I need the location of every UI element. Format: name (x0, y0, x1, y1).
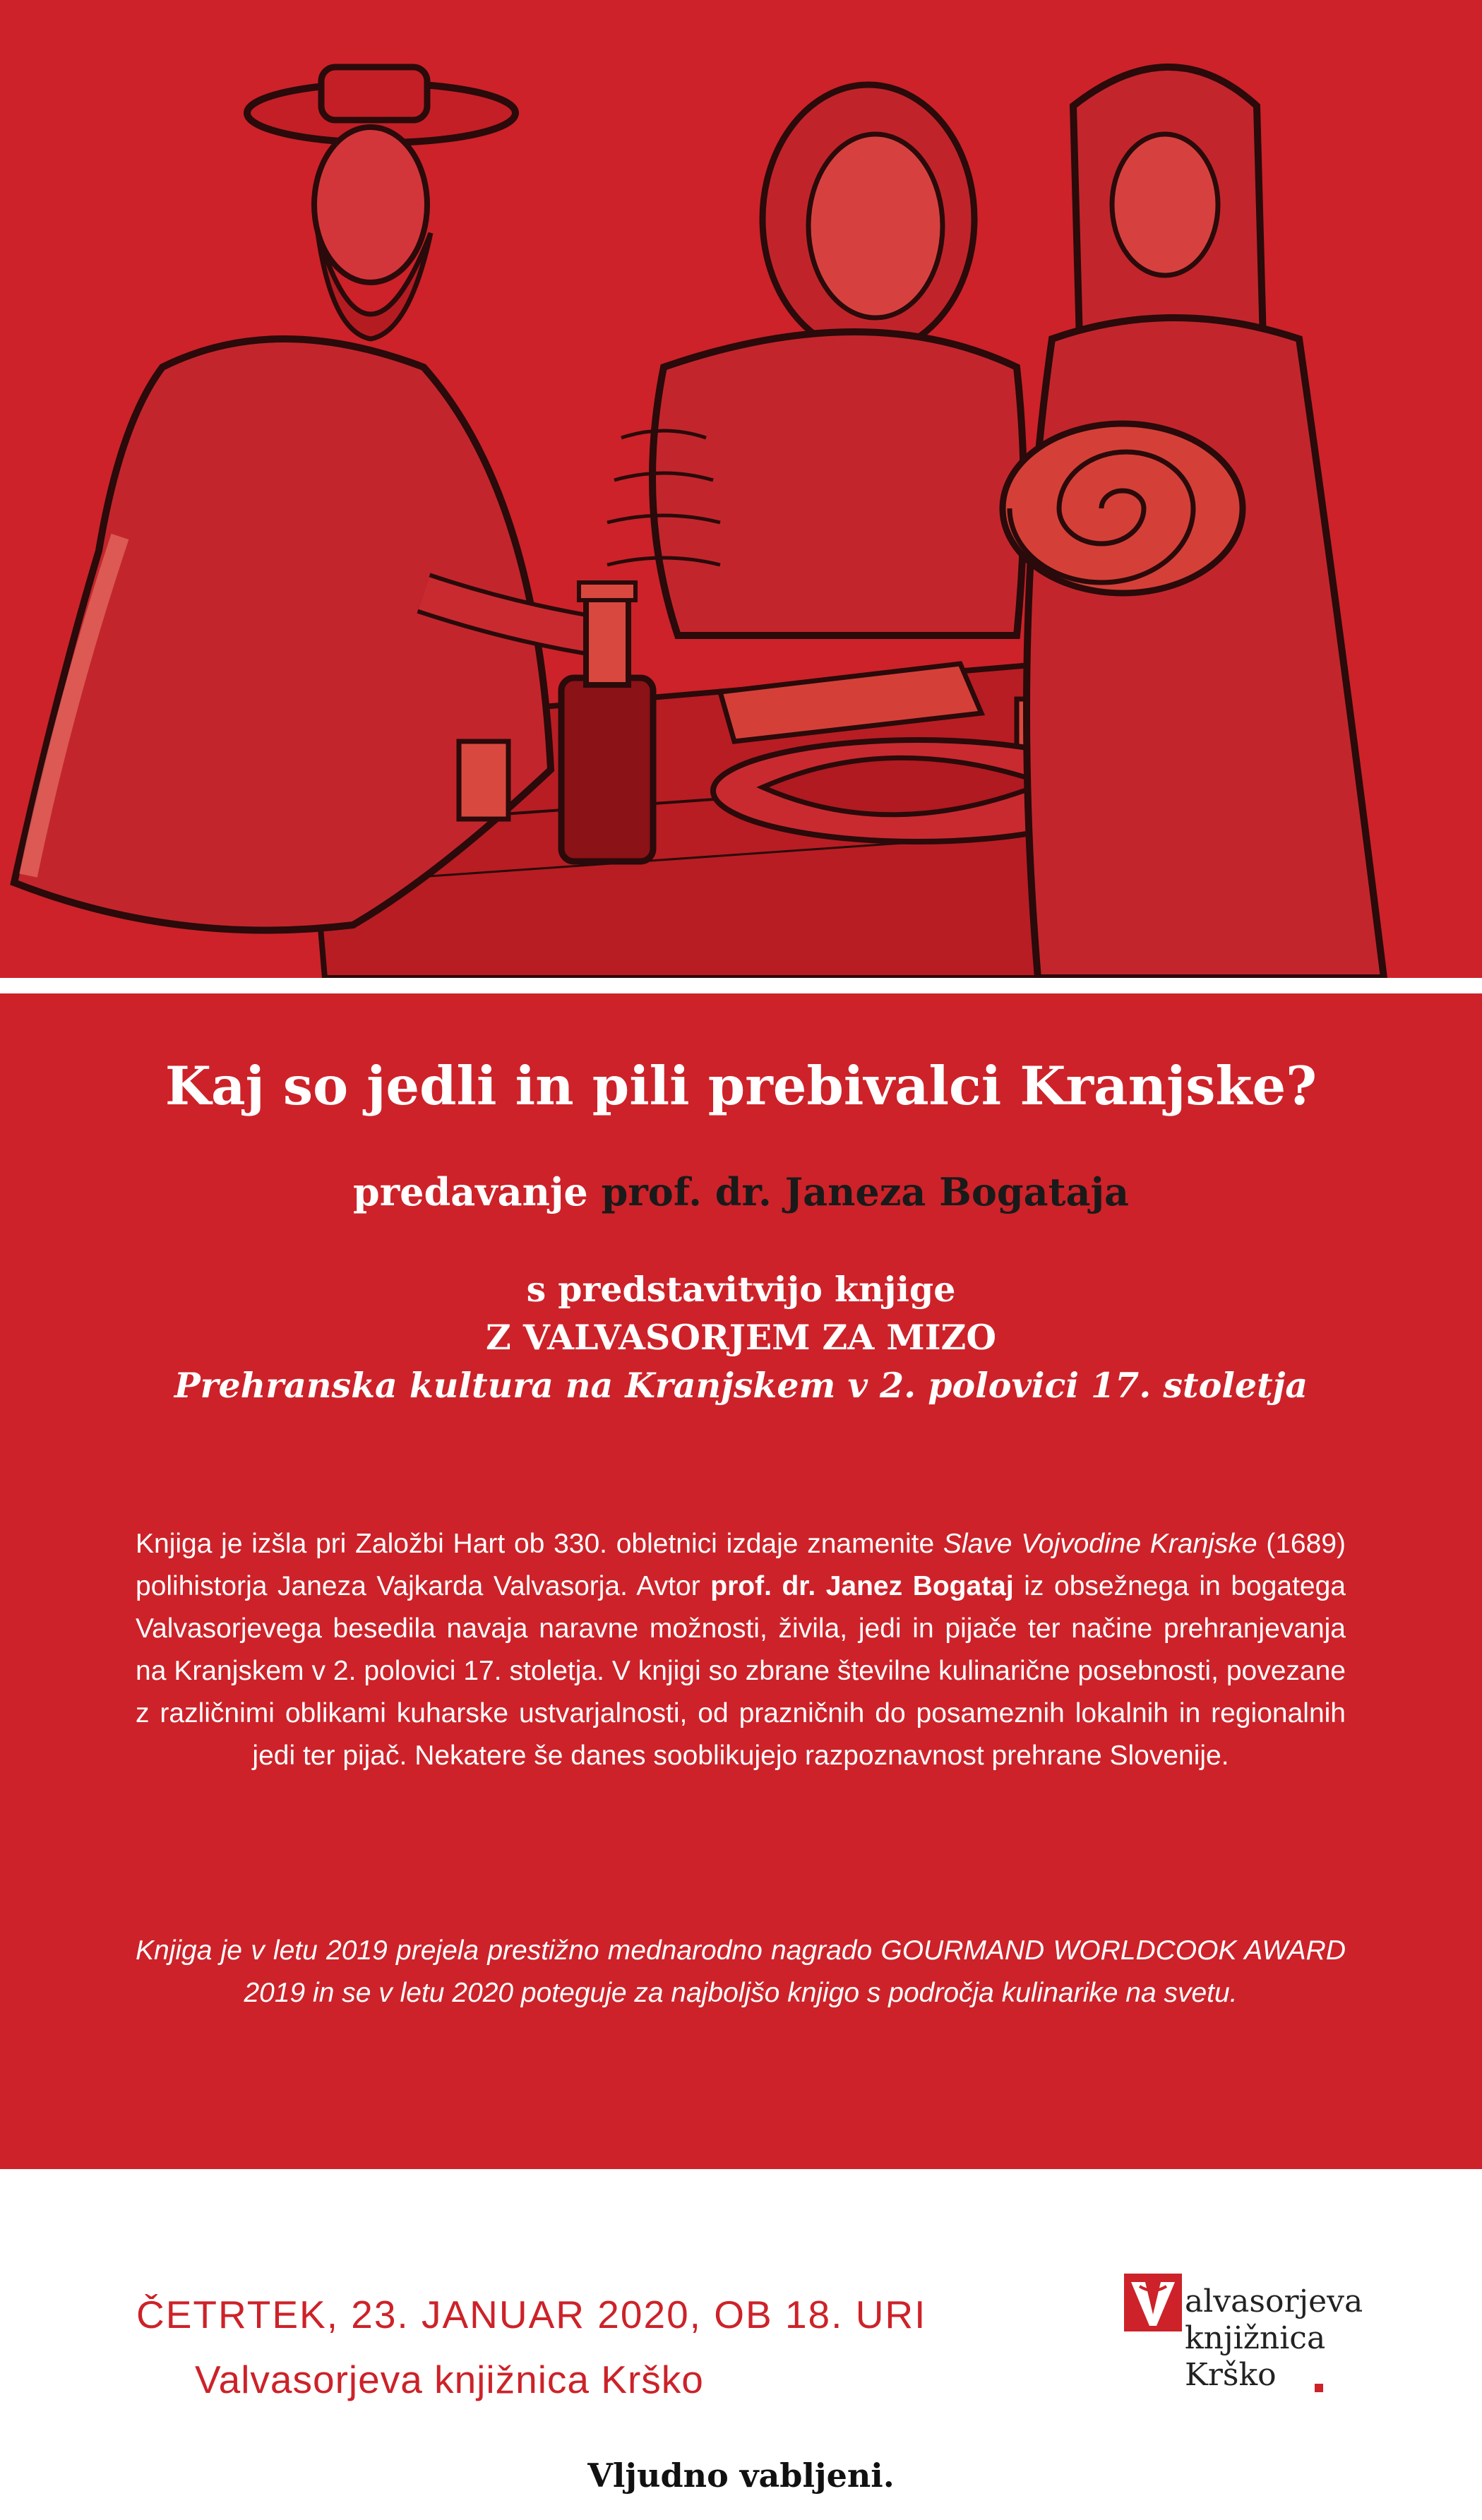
woodcut-feast-illustration (0, 0, 1482, 978)
description-part: iz obsežnega in bogatega Valvasorjevega besedila navaja naravne možnosti, živila, jedi in pijače ter načine prehranjevanja na Kranjskem v 2. polovici 17. stoletja. V knjigi so zbrane številne kulinarične posebnosti, povezane z različnimi oblikami kuharske ustvarjalnosti, od prazničnih do posameznih lokalnih in regionalnih jedi ter pijač. Nekatere še danes sooblikujejo razpoznavnost prehrane Slovenije. (136, 1571, 1346, 1771)
book-intro: s predstavitvijo knjige (526, 1269, 956, 1310)
description-bold: prof. dr. Janez Bogataj (710, 1571, 1014, 1601)
description-italic: Slave Vojvodine Kranjske (943, 1529, 1257, 1559)
logo-line-2: knjižnica (1185, 2320, 1326, 2356)
logo-dot (1315, 2384, 1323, 2392)
book-title: Z VALVASORJEM ZA MIZO (485, 1317, 996, 1358)
divider-band (0, 978, 1482, 993)
lecturer-name: prof. dr. Janeza Bogataja (601, 1169, 1130, 1214)
invitation-footer: Vljudno vabljeni. (587, 2456, 895, 2495)
event-venue: Valvasorjeva knjižnica Krško (195, 2358, 704, 2401)
lecture-prefix: predavanje (352, 1169, 588, 1214)
award-text: Knjiga je v letu 2019 prejela prestižno mednarodno nagrado GOURMAND WORLDCOOK AWARD 2019 in se v letu 2020 poteguje za najboljšo knjigo s področja kulinarike na svetu. (136, 1935, 1346, 2008)
library-logo-icon (1124, 2274, 1182, 2331)
lecture-line (0, 1164, 1482, 1220)
description-part: (1689) polihistorja Janeza Vajkarda Valvasorja. Avtor (136, 1529, 1346, 1601)
page-title: Kaj so jedli in pili prebivalci Kranjske? (165, 1055, 1317, 1117)
book-description (136, 1523, 1346, 1777)
event-date: ČETRTEK, 23. JANUAR 2020, OB 18. URI (136, 2293, 927, 2336)
book-subtitle: Prehranska kultura na Kranjskem v 2. polovici 17. stoletja (174, 1365, 1308, 1406)
logo-line-1: alvasorjeva (1185, 2283, 1363, 2319)
library-logo (1124, 2267, 1364, 2401)
description-part: Knjiga je izšla pri Založbi Hart ob 330. obletnici izdaje znamenite (136, 1529, 943, 1559)
book-presentation (0, 1265, 1482, 1409)
logo-line-3: Krško (1185, 2357, 1277, 2393)
